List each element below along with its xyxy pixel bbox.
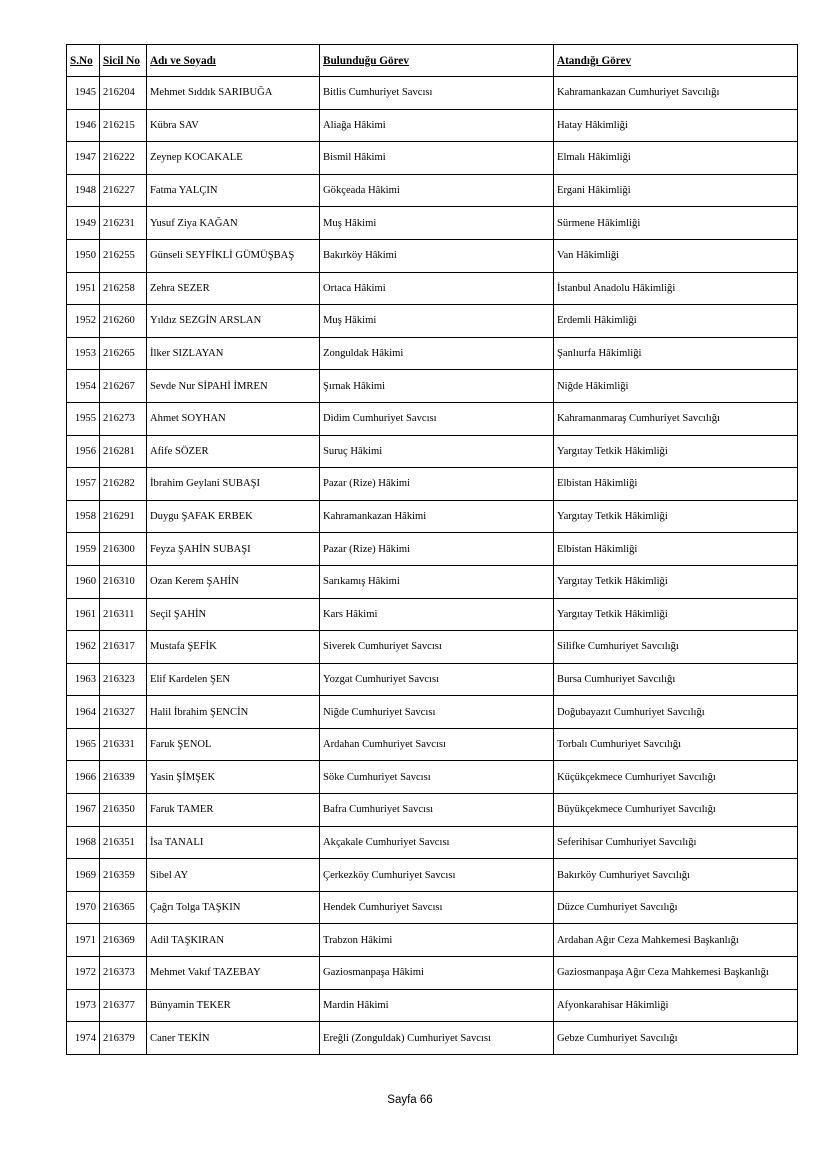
cell-sicil-no: 216377 xyxy=(100,989,147,1022)
cell-name: Sevde Nur SİPAHİ İMREN xyxy=(147,370,320,403)
cell-current-position: Bismil Hâkimi xyxy=(320,142,554,175)
cell-sicil-no: 216350 xyxy=(100,794,147,827)
cell-sno: 1955 xyxy=(67,402,100,435)
cell-name: Yusuf Ziya KAĞAN xyxy=(147,207,320,240)
cell-sno: 1945 xyxy=(67,77,100,110)
table-row xyxy=(67,859,798,892)
cell-assigned-position: Yargıtay Tetkik Hâkimliği xyxy=(554,500,798,533)
cell-name: Çağrı Tolga TAŞKIN xyxy=(147,891,320,924)
table-row xyxy=(67,435,798,468)
cell-sno: 1956 xyxy=(67,435,100,468)
cell-sicil-no: 216255 xyxy=(100,239,147,272)
cell-sno: 1967 xyxy=(67,794,100,827)
table-row xyxy=(67,924,798,957)
cell-name: Yıldız SEZGİN ARSLAN xyxy=(147,305,320,338)
table-row xyxy=(67,402,798,435)
cell-name: Duygu ŞAFAK ERBEK xyxy=(147,500,320,533)
cell-current-position: Aliağa Hâkimi xyxy=(320,109,554,142)
cell-name: Ozan Kerem ŞAHİN xyxy=(147,565,320,598)
cell-assigned-position: Torbalı Cumhuriyet Savcılığı xyxy=(554,728,798,761)
table-row xyxy=(67,696,798,729)
cell-name: İsa TANALI xyxy=(147,826,320,859)
cell-name: Zehra SEZER xyxy=(147,272,320,305)
cell-name: Fatma YALÇIN xyxy=(147,174,320,207)
cell-assigned-position: Silifke Cumhuriyet Savcılığı xyxy=(554,631,798,664)
cell-assigned-position: Gebze Cumhuriyet Savcılığı xyxy=(554,1022,798,1055)
cell-sicil-no: 216311 xyxy=(100,598,147,631)
cell-assigned-position: Bakırköy Cumhuriyet Savcılığı xyxy=(554,859,798,892)
table-row xyxy=(67,174,798,207)
table-row xyxy=(67,663,798,696)
cell-current-position: Bakırköy Hâkimi xyxy=(320,239,554,272)
cell-current-position: Hendek Cumhuriyet Savcısı xyxy=(320,891,554,924)
cell-name: Afife SÖZER xyxy=(147,435,320,468)
cell-assigned-position: Kahramanmaraş Cumhuriyet Savcılığı xyxy=(554,402,798,435)
table-row xyxy=(67,761,798,794)
table-row xyxy=(67,142,798,175)
cell-sicil-no: 216265 xyxy=(100,337,147,370)
cell-name: İlker SIZLAYAN xyxy=(147,337,320,370)
cell-current-position: Gökçeada Hâkimi xyxy=(320,174,554,207)
table-row xyxy=(67,305,798,338)
cell-name: Bünyamin TEKER xyxy=(147,989,320,1022)
cell-name: Kübra SAV xyxy=(147,109,320,142)
cell-sicil-no: 216215 xyxy=(100,109,147,142)
table-row xyxy=(67,891,798,924)
table-row xyxy=(67,565,798,598)
cell-current-position: Sarıkamış Hâkimi xyxy=(320,565,554,598)
cell-assigned-position: Elbistan Hâkimliği xyxy=(554,533,798,566)
cell-name: Faruk TAMER xyxy=(147,794,320,827)
cell-sicil-no: 216379 xyxy=(100,1022,147,1055)
cell-sno: 1953 xyxy=(67,337,100,370)
table-row xyxy=(67,468,798,501)
cell-name: Feyza ŞAHİN SUBAŞI xyxy=(147,533,320,566)
table-row xyxy=(67,239,798,272)
cell-assigned-position: Elbistan Hâkimliği xyxy=(554,468,798,501)
cell-current-position: Şırnak Hâkimi xyxy=(320,370,554,403)
cell-sno: 1947 xyxy=(67,142,100,175)
cell-sicil-no: 216267 xyxy=(100,370,147,403)
cell-sno: 1946 xyxy=(67,109,100,142)
cell-name: Mehmet Vakıf TAZEBAY xyxy=(147,957,320,990)
cell-assigned-position: Elmalı Hâkimliği xyxy=(554,142,798,175)
cell-assigned-position: Seferihisar Cumhuriyet Savcılığı xyxy=(554,826,798,859)
cell-current-position: Niğde Cumhuriyet Savcısı xyxy=(320,696,554,729)
cell-assigned-position: Van Hâkimliği xyxy=(554,239,798,272)
table-row xyxy=(67,207,798,240)
cell-current-position: Yozgat Cumhuriyet Savcısı xyxy=(320,663,554,696)
cell-assigned-position: Niğde Hâkimliği xyxy=(554,370,798,403)
cell-sno: 1959 xyxy=(67,533,100,566)
page-number: Sayfa 66 xyxy=(387,1094,433,1106)
table-row xyxy=(67,957,798,990)
cell-sno: 1950 xyxy=(67,239,100,272)
cell-sicil-no: 216281 xyxy=(100,435,147,468)
cell-sicil-no: 216365 xyxy=(100,891,147,924)
cell-sicil-no: 216351 xyxy=(100,826,147,859)
cell-current-position: Bafra Cumhuriyet Savcısı xyxy=(320,794,554,827)
cell-name: Adil TAŞKIRAN xyxy=(147,924,320,957)
cell-assigned-position: Yargıtay Tetkik Hâkimliği xyxy=(554,598,798,631)
cell-assigned-position: Bursa Cumhuriyet Savcılığı xyxy=(554,663,798,696)
cell-sno: 1970 xyxy=(67,891,100,924)
cell-current-position: Muş Hâkimi xyxy=(320,207,554,240)
cell-sicil-no: 216273 xyxy=(100,402,147,435)
cell-sno: 1960 xyxy=(67,565,100,598)
header-current-position: Bulunduğu Görev xyxy=(320,45,554,77)
table-body xyxy=(67,77,798,1055)
cell-assigned-position: Düzce Cumhuriyet Savcılığı xyxy=(554,891,798,924)
cell-sicil-no: 216331 xyxy=(100,728,147,761)
cell-name: Ahmet SOYHAN xyxy=(147,402,320,435)
cell-sicil-no: 216260 xyxy=(100,305,147,338)
cell-sicil-no: 216327 xyxy=(100,696,147,729)
cell-sno: 1965 xyxy=(67,728,100,761)
cell-assigned-position: İstanbul Anadolu Hâkimliği xyxy=(554,272,798,305)
table-row xyxy=(67,370,798,403)
cell-sicil-no: 216369 xyxy=(100,924,147,957)
cell-assigned-position: Yargıtay Tetkik Hâkimliği xyxy=(554,435,798,468)
cell-current-position: Kahramankazan Hâkimi xyxy=(320,500,554,533)
cell-assigned-position: Yargıtay Tetkik Hâkimliği xyxy=(554,565,798,598)
cell-current-position: Akçakale Cumhuriyet Savcısı xyxy=(320,826,554,859)
cell-name: Mustafa ŞEFİK xyxy=(147,631,320,664)
cell-sno: 1957 xyxy=(67,468,100,501)
header-sicil-no: Sicil No xyxy=(100,45,147,77)
cell-sno: 1969 xyxy=(67,859,100,892)
cell-name: Günseli SEYFİKLİ GÜMÜŞBAŞ xyxy=(147,239,320,272)
cell-sicil-no: 216227 xyxy=(100,174,147,207)
cell-sicil-no: 216323 xyxy=(100,663,147,696)
table-row xyxy=(67,533,798,566)
cell-current-position: Ardahan Cumhuriyet Savcısı xyxy=(320,728,554,761)
cell-sicil-no: 216222 xyxy=(100,142,147,175)
cell-current-position: Pazar (Rize) Hâkimi xyxy=(320,468,554,501)
cell-current-position: Siverek Cumhuriyet Savcısı xyxy=(320,631,554,664)
cell-sicil-no: 216317 xyxy=(100,631,147,664)
table-row xyxy=(67,337,798,370)
assignment-table xyxy=(66,44,798,1055)
cell-assigned-position: Gaziosmanpaşa Ağır Ceza Mahkemesi Başkanlığı xyxy=(554,957,798,990)
cell-sicil-no: 216359 xyxy=(100,859,147,892)
header-assigned-position: Atandığı Görev xyxy=(554,45,798,77)
cell-sno: 1973 xyxy=(67,989,100,1022)
cell-sno: 1966 xyxy=(67,761,100,794)
cell-sno: 1971 xyxy=(67,924,100,957)
cell-sno: 1954 xyxy=(67,370,100,403)
cell-current-position: Kars Hâkimi xyxy=(320,598,554,631)
table-row xyxy=(67,826,798,859)
table-row xyxy=(67,728,798,761)
header-sno: S.No xyxy=(67,45,100,77)
cell-sno: 1972 xyxy=(67,957,100,990)
cell-sno: 1964 xyxy=(67,696,100,729)
cell-assigned-position: Doğubayazıt Cumhuriyet Savcılığı xyxy=(554,696,798,729)
cell-name: Faruk ŞENOL xyxy=(147,728,320,761)
table-row xyxy=(67,631,798,664)
table-row xyxy=(67,500,798,533)
cell-assigned-position: Erdemli Hâkimliği xyxy=(554,305,798,338)
cell-name: İbrahim Geylani SUBAŞI xyxy=(147,468,320,501)
cell-name: Halil İbrahim ŞENCİN xyxy=(147,696,320,729)
cell-name: Sibel AY xyxy=(147,859,320,892)
cell-sicil-no: 216282 xyxy=(100,468,147,501)
cell-assigned-position: Ergani Hâkimliği xyxy=(554,174,798,207)
table-row xyxy=(67,794,798,827)
table-row xyxy=(67,598,798,631)
table-row xyxy=(67,1022,798,1055)
cell-name: Seçil ŞAHİN xyxy=(147,598,320,631)
cell-assigned-position: Küçükçekmece Cumhuriyet Savcılığı xyxy=(554,761,798,794)
cell-sno: 1974 xyxy=(67,1022,100,1055)
cell-sno: 1948 xyxy=(67,174,100,207)
cell-assigned-position: Ardahan Ağır Ceza Mahkemesi Başkanlığı xyxy=(554,924,798,957)
cell-current-position: Pazar (Rize) Hâkimi xyxy=(320,533,554,566)
cell-sicil-no: 216258 xyxy=(100,272,147,305)
cell-name: Yasin ŞİMŞEK xyxy=(147,761,320,794)
table-header-row xyxy=(67,45,798,77)
cell-current-position: Ereğli (Zonguldak) Cumhuriyet Savcısı xyxy=(320,1022,554,1055)
cell-assigned-position: Kahramankazan Cumhuriyet Savcılığı xyxy=(554,77,798,110)
cell-sno: 1961 xyxy=(67,598,100,631)
header-name: Adı ve Soyadı xyxy=(147,45,320,77)
cell-name: Mehmet Sıddık SARIBUĞA xyxy=(147,77,320,110)
cell-sicil-no: 216310 xyxy=(100,565,147,598)
cell-sno: 1952 xyxy=(67,305,100,338)
cell-current-position: Suruç Hâkimi xyxy=(320,435,554,468)
cell-assigned-position: Afyonkarahisar Hâkimliği xyxy=(554,989,798,1022)
cell-current-position: Söke Cumhuriyet Savcısı xyxy=(320,761,554,794)
cell-name: Zeynep KOCAKALE xyxy=(147,142,320,175)
cell-name: Elif Kardelen ŞEN xyxy=(147,663,320,696)
cell-current-position: Gaziosmanpaşa Hâkimi xyxy=(320,957,554,990)
cell-sicil-no: 216291 xyxy=(100,500,147,533)
cell-sicil-no: 216373 xyxy=(100,957,147,990)
cell-current-position: Çerkezköy Cumhuriyet Savcısı xyxy=(320,859,554,892)
cell-name: Caner TEKİN xyxy=(147,1022,320,1055)
cell-sicil-no: 216339 xyxy=(100,761,147,794)
cell-sicil-no: 216204 xyxy=(100,77,147,110)
cell-current-position: Trabzon Hâkimi xyxy=(320,924,554,957)
cell-current-position: Didim Cumhuriyet Savcısı xyxy=(320,402,554,435)
cell-assigned-position: Şanlıurfa Hâkimliği xyxy=(554,337,798,370)
cell-sno: 1963 xyxy=(67,663,100,696)
cell-sno: 1949 xyxy=(67,207,100,240)
cell-sno: 1958 xyxy=(67,500,100,533)
cell-sno: 1951 xyxy=(67,272,100,305)
cell-current-position: Ortaca Hâkimi xyxy=(320,272,554,305)
cell-sno: 1962 xyxy=(67,631,100,664)
cell-assigned-position: Hatay Hâkimliği xyxy=(554,109,798,142)
cell-assigned-position: Sürmene Hâkimliği xyxy=(554,207,798,240)
cell-sicil-no: 216231 xyxy=(100,207,147,240)
cell-current-position: Zonguldak Hâkimi xyxy=(320,337,554,370)
table-row xyxy=(67,272,798,305)
table-row xyxy=(67,989,798,1022)
cell-assigned-position: Büyükçekmece Cumhuriyet Savcılığı xyxy=(554,794,798,827)
table-row xyxy=(67,109,798,142)
cell-sno: 1968 xyxy=(67,826,100,859)
cell-current-position: Muş Hâkimi xyxy=(320,305,554,338)
table-row xyxy=(67,77,798,110)
cell-current-position: Bitlis Cumhuriyet Savcısı xyxy=(320,77,554,110)
cell-sicil-no: 216300 xyxy=(100,533,147,566)
cell-current-position: Mardin Hâkimi xyxy=(320,989,554,1022)
